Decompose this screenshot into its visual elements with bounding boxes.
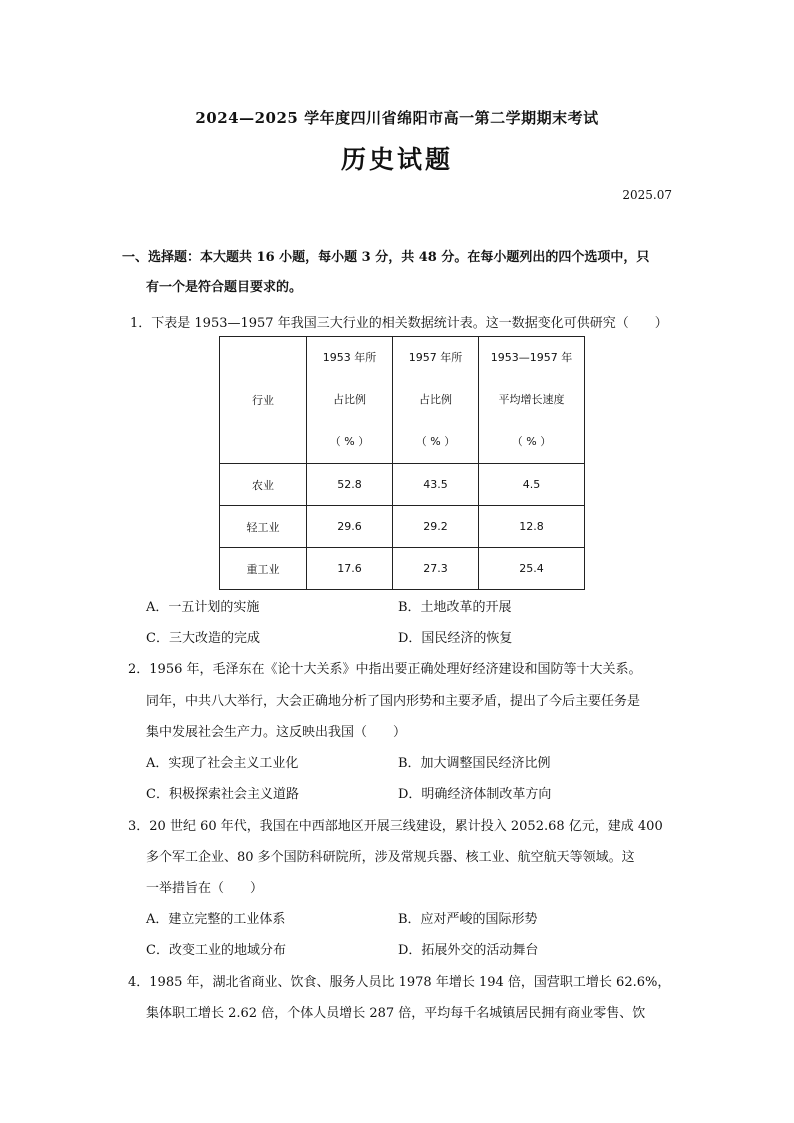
exam-title: 2024—2025 学年度四川省绵阳市高一第二学期期末考试: [195, 109, 599, 127]
q2-option-a: A．实现了社会主义工业化: [146, 756, 299, 771]
q3-option-d: D．拓展外交的活动舞台: [398, 943, 539, 958]
row-growth: 4.5: [479, 464, 585, 506]
row-value-1953: 29.6: [307, 506, 393, 548]
q2-option-d: D．明确经济体制改革方向: [398, 787, 552, 802]
row-value-1957: 43.5: [393, 464, 479, 506]
row-growth: 12.8: [479, 506, 585, 548]
q3-option-c: C．改变工业的地域分布: [146, 943, 286, 958]
q1-option-a: A．一五计划的实施: [146, 600, 260, 615]
q3-option-b: B．应对严峻的国际形势: [398, 912, 538, 927]
row-industry-name: 轻工业: [220, 506, 307, 548]
q3-option-a: A．建立完整的工业体系: [146, 912, 286, 927]
question-3-line-1: 3．20 世纪 60 年代，我国在中西部地区开展三线建设，累计投入 2052.68 亿元，建成 400: [128, 819, 663, 834]
header-1957-line1: 1957 年所: [408, 351, 463, 364]
row-value-1953: 52.8: [307, 464, 393, 506]
question-4-line-1: 4．1985 年，湖北省商业、饮食、服务人员比 1978 年增长 194 倍，国营职工增长 62.6%，: [128, 975, 671, 990]
header-growth-line2: 平均增长速度: [498, 393, 565, 406]
q1-option-c: C．三大改造的完成: [146, 631, 260, 646]
table-header-row: [220, 337, 585, 464]
header-industry: 行业: [220, 337, 307, 464]
header-1957-line2: 占比例: [419, 393, 452, 406]
header-1957: [393, 337, 479, 464]
section-line-2: 有一个是符合题目要求的。: [146, 280, 303, 295]
row-value-1957: 27.3: [393, 548, 479, 590]
question-3-line-3: 一举措旨在（ ）: [146, 881, 264, 896]
q1-option-d: D．国民经济的恢复: [398, 631, 513, 646]
header-1953: [307, 337, 393, 464]
question-4-line-2: 集体职工增长 2.62 倍，个体人员增长 287 倍，平均每千名城镇居民拥有商业零售、饮: [146, 1006, 646, 1021]
header-1953-line1: 1953 年所: [322, 351, 377, 364]
q1-option-b: B．土地改革的开展: [398, 600, 512, 615]
row-industry-name: 农业: [220, 464, 307, 506]
question-2-line-1: 2．1956 年，毛泽东在《论十大关系》中指出要正确处理好经济建设和国防等十大关系。: [128, 662, 642, 677]
section-line-1: 一、选择题：本大题共 16 小题，每小题 3 分，共 48 分。在每小题列出的四个选项中，只: [122, 250, 650, 265]
q2-option-c: C．积极探索社会主义道路: [146, 787, 299, 802]
header-1957-line3: （ % ）: [415, 435, 456, 448]
table-row: [220, 464, 585, 506]
question-2-line-2: 同年，中共八大举行，大会正确地分析了国内形势和主要矛盾，提出了今后主要任务是: [146, 694, 641, 709]
exam-date: 2025.07: [622, 188, 672, 202]
table-row: [220, 548, 585, 590]
question-2-line-3: 集中发展社会生产力。这反映出我国（ ）: [146, 725, 407, 740]
subject-title: 历史试题: [340, 145, 453, 174]
header-growth: [479, 337, 585, 464]
question-1-stem: 1．下表是 1953—1957 年我国三大行业的相关数据统计表。这一数据变化可供研究（ ）: [130, 316, 668, 331]
header-growth-line3: （ % ）: [511, 435, 552, 448]
q2-option-b: B．加大调整国民经济比例: [398, 756, 551, 771]
row-value-1957: 29.2: [393, 506, 479, 548]
row-growth: 25.4: [479, 548, 585, 590]
row-value-1953: 17.6: [307, 548, 393, 590]
data-table: [219, 336, 585, 590]
header-growth-line1: 1953—1957 年: [490, 351, 573, 364]
table-row: [220, 506, 585, 548]
question-3-line-2: 多个军工企业、80 多个国防科研院所，涉及常规兵器、核工业、航空航天等领域。这: [146, 850, 635, 865]
header-1953-line2: 占比例: [333, 393, 366, 406]
header-1953-line3: （ % ）: [329, 435, 370, 448]
row-industry-name: 重工业: [220, 548, 307, 590]
